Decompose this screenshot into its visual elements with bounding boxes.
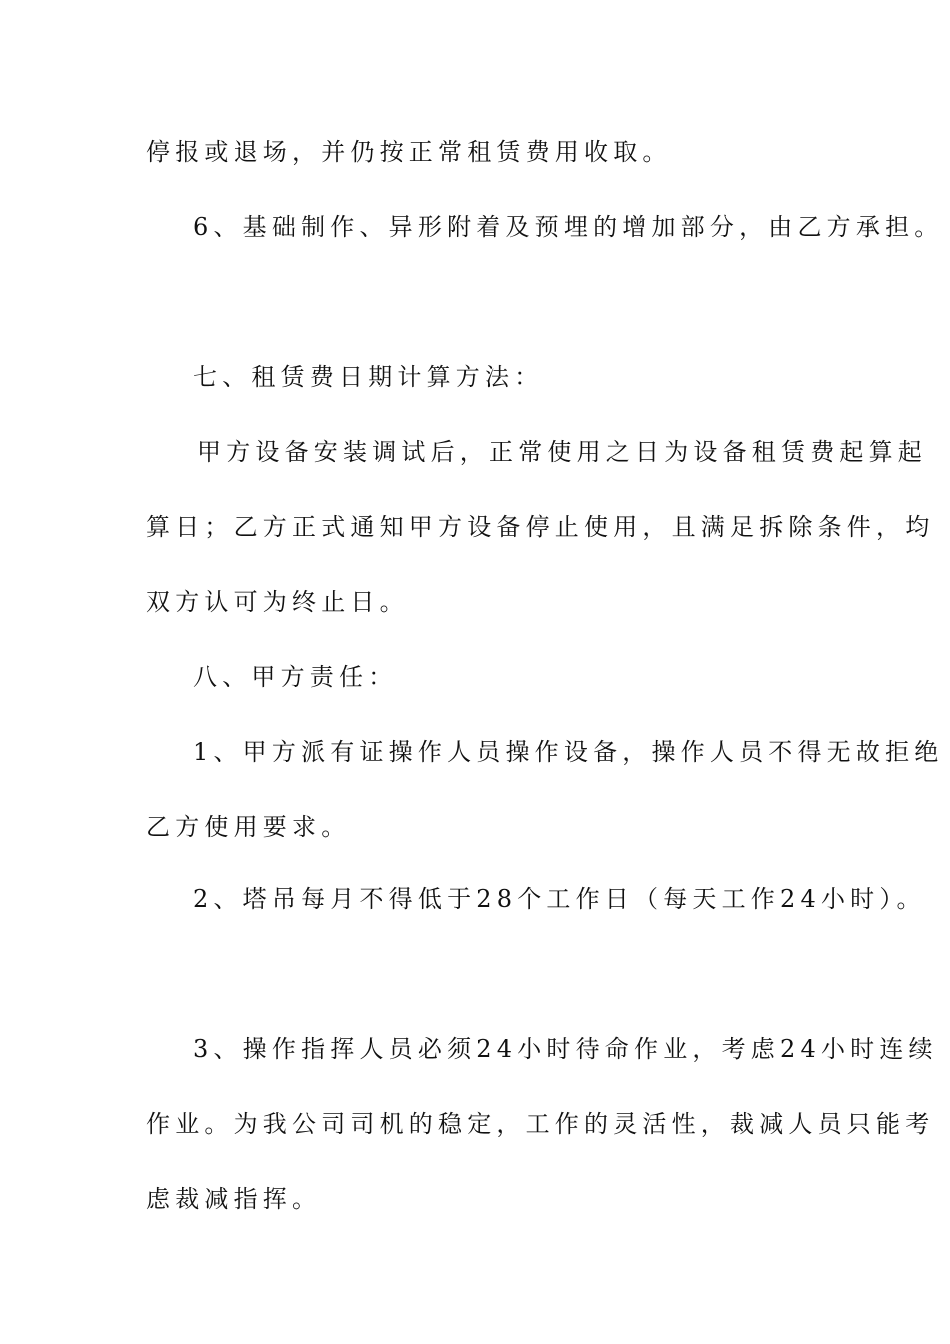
text-line-10: 2、塔吊每月不得低于28个工作日（每天工作24小时）。 — [193, 885, 926, 913]
text-line-3-heading: 七、租赁费日期计算方法： — [193, 363, 544, 391]
text-line-7-heading: 八、甲方责任： — [193, 663, 398, 691]
text-line-1: 停报或退场，并仍按正常租赁费用收取。 — [146, 138, 672, 166]
text-line-6: 双方认可为终止日。 — [146, 588, 409, 616]
text-line-5: 算日；乙方正式通知甲方设备停止使用，且满足拆除条件，均 — [146, 513, 935, 541]
text-line-11: 3、操作指挥人员必须24小时待命作业，考虑24小时连续 — [193, 1035, 938, 1063]
text-line-4: 甲方设备安装调试后，正常使用之日为设备租赁费起算起 — [197, 438, 927, 466]
text-line-12: 作业。为我公司司机的稳定，工作的灵活性，裁减人员只能考 — [146, 1110, 935, 1138]
text-line-9: 乙方使用要求。 — [146, 813, 351, 841]
text-line-13: 虑裁减指挥。 — [146, 1185, 322, 1213]
text-line-2: 6、基础制作、异形附着及预埋的增加部分，由乙方承担。 — [193, 213, 944, 241]
text-line-8: 1、甲方派有证操作人员操作设备，操作人员不得无故拒绝 — [193, 738, 944, 766]
